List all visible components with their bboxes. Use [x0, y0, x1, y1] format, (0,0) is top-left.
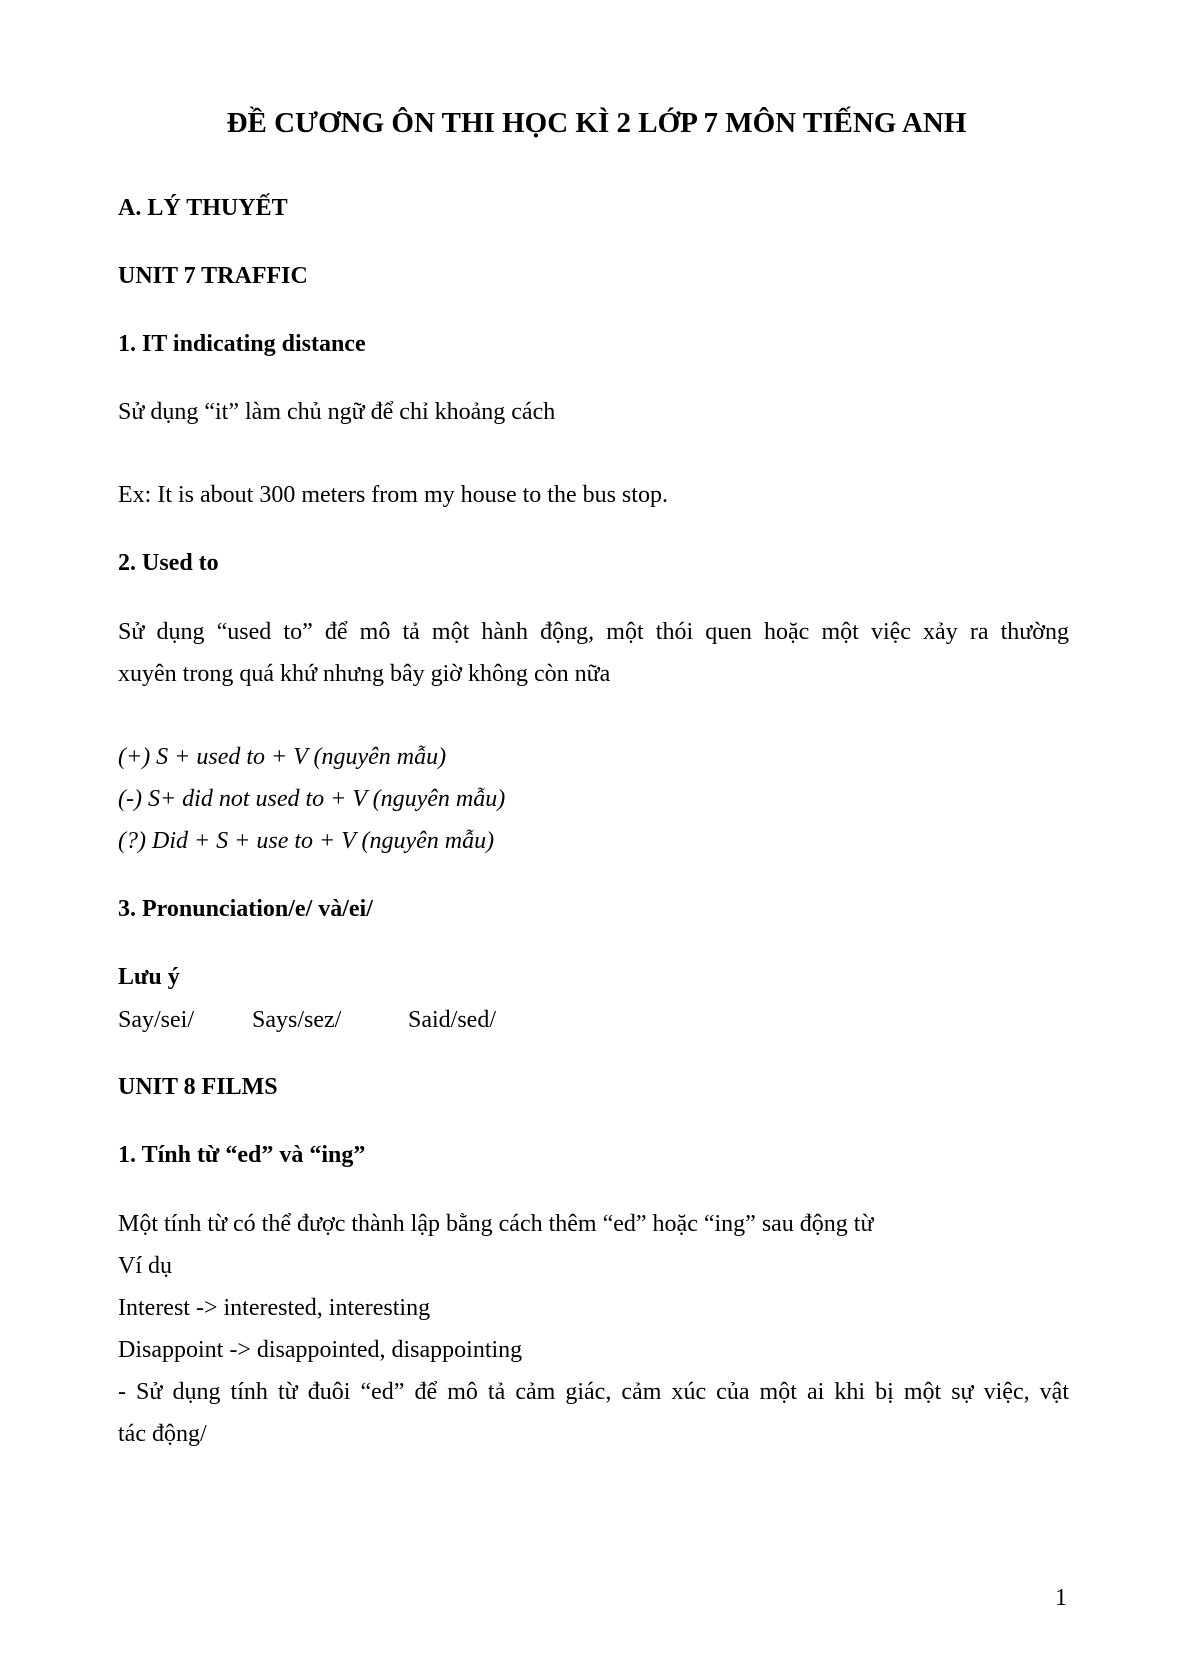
unit8-part1-text: Một tính từ có thể được thành lập bằng cách thêm “ed” hoặc “ing” sau động từ	[118, 1211, 874, 1237]
unit7-part1-heading: 1. IT indicating distance	[118, 331, 366, 357]
example-label: Ví dụ	[118, 1253, 172, 1279]
usage-line1: - Sử dụng tính từ đuôi “ed” để mô tả cảm giác, cảm xúc của một ai khi bị một sự việc, vật	[118, 1379, 1069, 1405]
note-label: Lưu ý	[118, 964, 180, 990]
formula-positive: (+) S + used to + V (nguyên mẫu)	[118, 744, 447, 770]
usage-line2: tác động/	[118, 1421, 207, 1447]
pronunciation-example: Say/sei/	[118, 1007, 194, 1033]
formula-question: (?) Did + S + use to + V (nguyên mẫu)	[118, 828, 495, 854]
formula-negative: (-) S+ did not used to + V (nguyên mẫu)	[118, 786, 506, 812]
unit7-part2-heading: 2. Used to	[118, 550, 219, 576]
unit7-part1-text: Sử dụng “it” làm chủ ngữ để chỉ khoảng cách	[118, 399, 556, 425]
page-number: 1	[1055, 1585, 1067, 1611]
example-disappoint: Disappoint -> disappointed, disappointing	[118, 1337, 523, 1363]
section-a-heading: A. LÝ THUYẾT	[118, 195, 288, 221]
unit7-part1-example: Ex: It is about 300 meters from my house to the bus stop.	[118, 482, 668, 508]
example-interest: Interest -> interested, interesting	[118, 1295, 431, 1321]
unit7-part2-text-line2: xuyên trong quá khứ nhưng bây giờ không còn nữa	[118, 661, 611, 687]
unit8-part1-heading: 1. Tính từ “ed” và “ing”	[118, 1142, 366, 1168]
pronunciation-example: Said/sed/	[408, 1007, 496, 1033]
unit8-heading: UNIT 8 FILMS	[118, 1074, 278, 1100]
pronunciation-example: Says/sez/	[252, 1007, 342, 1033]
unit7-part3-heading: 3. Pronunciation/e/ và/ei/	[118, 896, 373, 922]
document-title: ĐỀ CƯƠNG ÔN THI HỌC KÌ 2 LỚP 7 MÔN TIẾNG ANH	[226, 107, 967, 139]
unit7-part2-text-line1: Sử dụng “used to” để mô tả một hành động, một thói quen hoặc một việc xảy ra thường	[118, 619, 1069, 645]
unit7-heading: UNIT 7 TRAFFIC	[118, 263, 308, 289]
